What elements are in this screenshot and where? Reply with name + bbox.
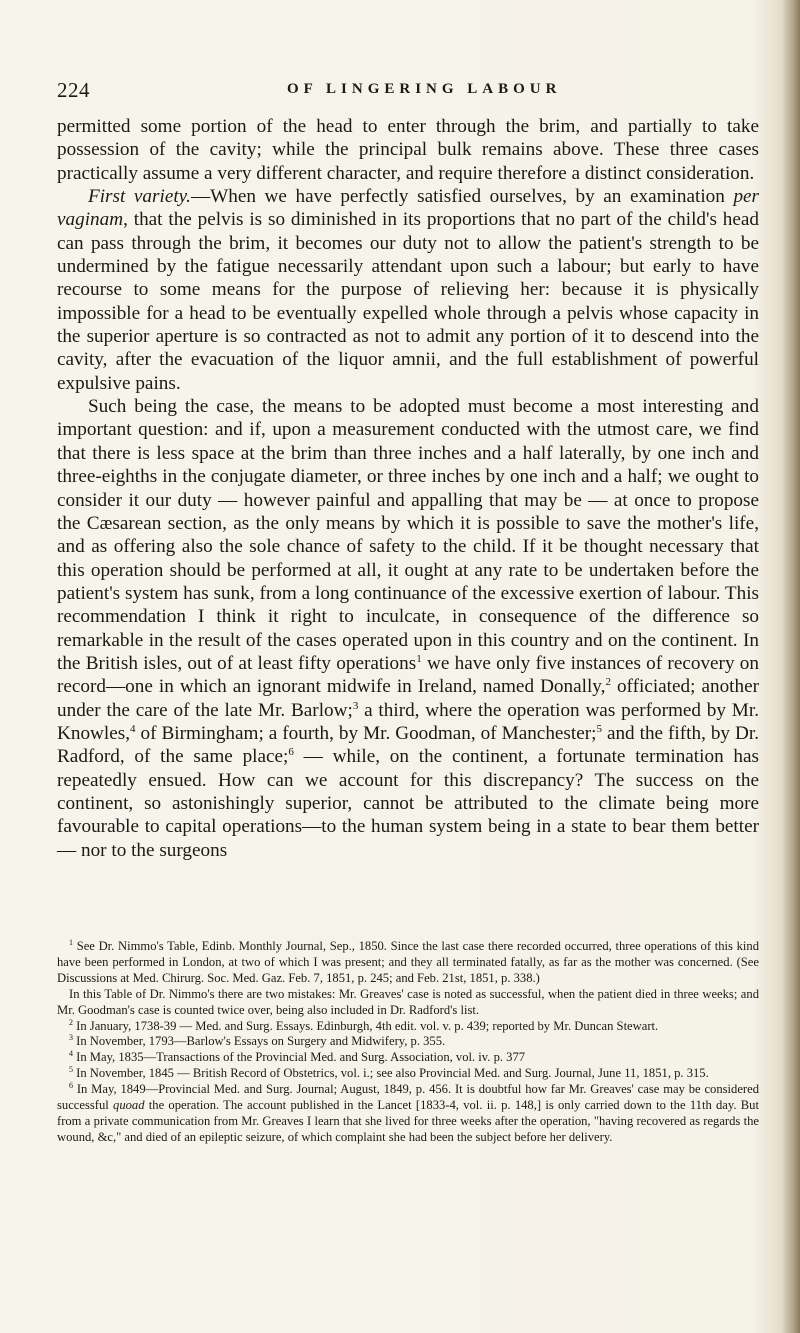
footnote-text: the operation. The account published in the Lancet [1833-4, vol. ii. p. 148,] is only carried down to the 11th day. But from a private communication from Mr. Greaves I learn that she lived for three weeks after the operation, "having recovered as regards the wound, &c," and died of an epileptic seizure, of which complaint she had been the subject before her delivery. xyxy=(57,1098,759,1144)
latin-term: per vaginam xyxy=(57,186,760,231)
text-run: Such being the case, the means to be adopted must become a most interesting and important question: and if, upon a measurement conducted with the utmost care, we find that there is less space at the brim than three inches and a half laterally, by one inch and three-eighths in the conjugate diameter, or three inches by one inch and a half; we ought to consider it our duty — however painful and appalling that may be — at once to propose the Cæsarean section, as the only means by which it is possible to save the mother's life, and as offering also the sole chance of safety to the child. If it be thought necessary that this operation should be performed at all, it ought at any rate to be undertaken before the patient's system has sunk, from a long continuance of the excessive exertion of labour. This recommendation I think it right to inculcate, in consequence of the difference so remarkable in the result of the cases operated upon in this country and on the continent. In the British isles, out of at least fifty operations xyxy=(57,396,759,674)
footnote-text: In May, 1849—Provincial Med. and Surg. Journal; August, 1849, p. 456. It is doubtful how far Mr. Greaves' case may be considered successful xyxy=(57,1082,759,1113)
text-run: officiated; another under the care of the late Mr. Barlow; xyxy=(57,676,760,721)
text-run: a third, where the operation was performed by Mr. Knowles, xyxy=(57,699,759,744)
text-run: and the fifth, by Dr. Radford, of the same place; xyxy=(57,722,759,768)
page-header xyxy=(57,78,757,104)
footnote-marker: 3 xyxy=(69,1033,73,1043)
footnote-1 xyxy=(57,939,759,987)
footnote-marker: 6 xyxy=(69,1081,73,1091)
latin-term: quoad xyxy=(113,1098,145,1113)
footnote-marker: 4 xyxy=(69,1049,73,1059)
main-text xyxy=(57,115,759,862)
footnote-1-continued: In this Table of Dr. Nimmo's there are two mistakes: Mr. Greaves' case is noted as successful, when the patient died in three weeks; and Mr. Goodman's case is counted twice over, being also included in Dr. Radford's list. xyxy=(57,986,759,1017)
footnote-text: In November, 1793—Barlow's Essays on Surgery and Midwifery, p. 355. xyxy=(73,1034,446,1049)
footnote-marker: 2 xyxy=(69,1017,73,1027)
text-run: we have only five instances of recovery on record—one in which an ignorant midwife in Ireland, named Donally, xyxy=(57,652,759,698)
footnote-5 xyxy=(57,1066,759,1082)
footnote-ref-2[interactable]: 2 xyxy=(605,676,611,689)
footnote-ref-6[interactable]: 6 xyxy=(288,746,294,759)
footnote-text: See Dr. Nimmo's Table, Edinb. Monthly Journal, Sep., 1850. Since the last case there recorded occurred, three operations of this kind have been performed in London, at two of which I was present; and they all terminated fatally, as far as the mother was concerned. (See Discussions at Med. Chirurg. Soc. Med. Gaz. Feb. 7, 1851, p. 245; and Feb. 21st, 1851, p. 338.) xyxy=(57,939,759,985)
footnote-marker: 1 xyxy=(69,938,73,947)
footnotes xyxy=(57,939,759,1146)
footnote-text: In November, 1845 — British Record of Obstetrics, vol. i.; see also Provincial Med. and Surg. Journal, June 11, 1851, p. 315. xyxy=(73,1066,709,1081)
page-edge-shadow xyxy=(782,0,800,1333)
footnote-ref-5[interactable]: 5 xyxy=(596,722,602,735)
footnote-ref-4[interactable]: 4 xyxy=(130,722,136,735)
footnote-marker: 5 xyxy=(69,1065,73,1075)
text-run: of Birmingham; a fourth, by Mr. Goodman, of Manchester; xyxy=(135,722,597,744)
running-title: OF LINGERING LABOUR xyxy=(287,81,562,97)
paragraph-intro: permitted some portion of the head to enter through the brim, and partially to take possession of the cavity; while the principal bulk remains above. These three cases practically assume a very different character, and require therefore a distinct consideration. xyxy=(57,116,759,184)
footnote-text: In January, 1738-39 — Med. and Surg. Essays. Edinburgh, 4th edit. vol. v. p. 439; reported by Mr. Duncan Stewart. xyxy=(73,1018,659,1033)
paragraph-first-variety xyxy=(57,185,759,395)
footnote-2 xyxy=(57,1019,759,1035)
footnote-4 xyxy=(57,1050,759,1066)
footnote-text: In May, 1835—Transactions of the Provincial Med. and Surg. Association, vol. iv. p. 377 xyxy=(73,1050,526,1065)
footnote-3 xyxy=(57,1034,759,1050)
text-run: —When we have perfectly satisfied ourselves, by an examination xyxy=(190,186,734,208)
footnote-ref-1[interactable]: 1 xyxy=(416,652,422,665)
footnote-ref-3[interactable]: 3 xyxy=(352,699,359,712)
footnote-6 xyxy=(57,1082,759,1146)
paragraph-caesarean xyxy=(57,395,759,862)
text-run: — while, on the continent, a fortunate termination has repeatedly ensued. How can we account for this discrepancy? The success on the continent, so astonishingly superior, cannot be attributed to the climate being more favourable to capital operations—to the human system being in a state to bear them better — nor to the surgeons xyxy=(57,746,759,861)
page-number: 224 xyxy=(57,78,90,102)
text-run: , that the pelvis is so diminished in its proportions that no part of the child's head can pass through the brim, it becomes our duty not to allow the patient's strength to be undermined by the fatigue necessarily attendant upon such a labour; but early to have recourse to some means for the purpose of relieving her: because it is physically impossible for a head to be eventually expelled whole through a pelvis whose capacity in the superior aperture is so contracted as not to admit any portion of it to descend into the cavity, after the evacuation of the liquor amnii, and the full establishment of powerful expulsive pains. xyxy=(57,209,759,394)
section-heading: First variety. xyxy=(88,186,191,208)
